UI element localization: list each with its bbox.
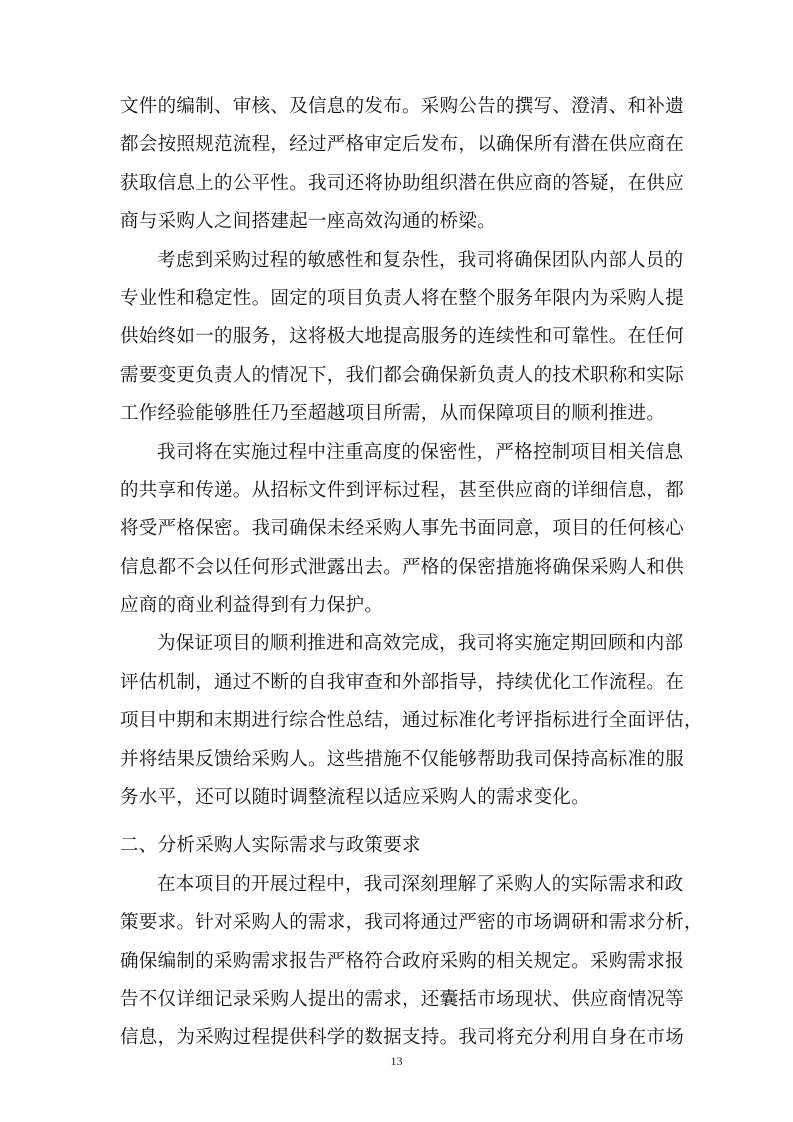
paragraph-line: 专业性和稳定性。固定的项目负责人将在整个服务年限内为采购人提 (120, 287, 685, 309)
paragraph-line: 应商的商业利益得到有力保护。 (120, 595, 384, 617)
paragraph-line: 供始终如一的服务，这将极大地提高服务的连续性和可靠性。在任何 (120, 326, 685, 348)
paragraph (120, 242, 688, 434)
paragraph-line: 将受严格保密。我司确保未经采购人事先书面同意，项目的任何核心 (120, 518, 685, 540)
paragraph (120, 88, 688, 242)
paragraph-line: 告不仅详细记录采购人提出的需求，还囊括市场现状、供应商情况等 (120, 988, 685, 1010)
paragraph-line: 文件的编制、审核、及信息的发布。采购公告的撰写、澄清、和补遗 (120, 96, 685, 117)
paragraph-line: 都会按照规范流程，经过严格审定后发布，以确保所有潜在供应商在 (120, 134, 685, 156)
paragraph-line: 信息，为采购过程提供科学的数据支持。我司将充分利用自身在市场 (120, 1027, 685, 1049)
heading-line: 二、分析采购人实际需求与政策要求 (120, 835, 421, 857)
paragraph-line: 确保编制的采购需求报告严格符合政府采购的相关规定。采购需求报 (120, 950, 685, 972)
paragraph-line: 信息都不会以任何形式泄露出去。严格的保密措施将确保采购人和供 (120, 556, 685, 578)
paragraph-line: 并将结果反馈给采购人。这些措施不仅能够帮助我司保持高标准的服 (120, 748, 685, 770)
paragraph-line: 策要求。针对采购人的需求，我司将通过严密的市场调研和需求分析， (120, 912, 703, 934)
paragraph-line: 的共享和传递。从招标文件到评标过程，甚至供应商的详细信息，都 (120, 479, 685, 501)
paragraph (120, 625, 703, 817)
paragraph-line: 为保证项目的顺利推进和高效完成，我司将实施定期回顾和内部 (157, 633, 684, 655)
paragraph-line: 需要变更负责人的情况下，我们都会确保新负责人的技术职称和实际 (120, 364, 685, 386)
paragraph-line: 我司将在实施过程中注重高度的保密性，严格控制项目相关信息 (157, 441, 684, 463)
paragraph-line: 项目中期和末期进行综合性总结，通过标准化考评指标进行全面评估， (120, 710, 703, 732)
paragraph-line: 工作经验能够胜任乃至超越项目所需，从而保障项目的顺利推进。 (120, 403, 666, 425)
paragraph-line: 商与采购人之间搭建起一座高效沟通的桥梁。 (120, 211, 497, 233)
body-text (120, 88, 703, 1058)
section-heading (120, 827, 688, 865)
paragraph-line: 在本项目的开展过程中，我司深刻理解了采购人的实际需求和政 (157, 873, 684, 895)
paragraph-line: 获取信息上的公平性。我司还将协助组织潜在供应商的答疑，在供应 (120, 172, 685, 194)
paragraph (120, 434, 688, 626)
paragraph-line: 务水平，还可以随时调整流程以适应采购人的需求变化。 (120, 787, 591, 809)
paragraph-line: 考虑到采购过程的敏感性和复杂性，我司将确保团队内部人员的 (157, 249, 684, 271)
paragraph (120, 866, 703, 1058)
page-number: 13 (390, 1054, 403, 1068)
paragraph-line: 评估机制，通过不断的自我审查和外部指导，持续优化工作流程。在 (120, 671, 685, 693)
